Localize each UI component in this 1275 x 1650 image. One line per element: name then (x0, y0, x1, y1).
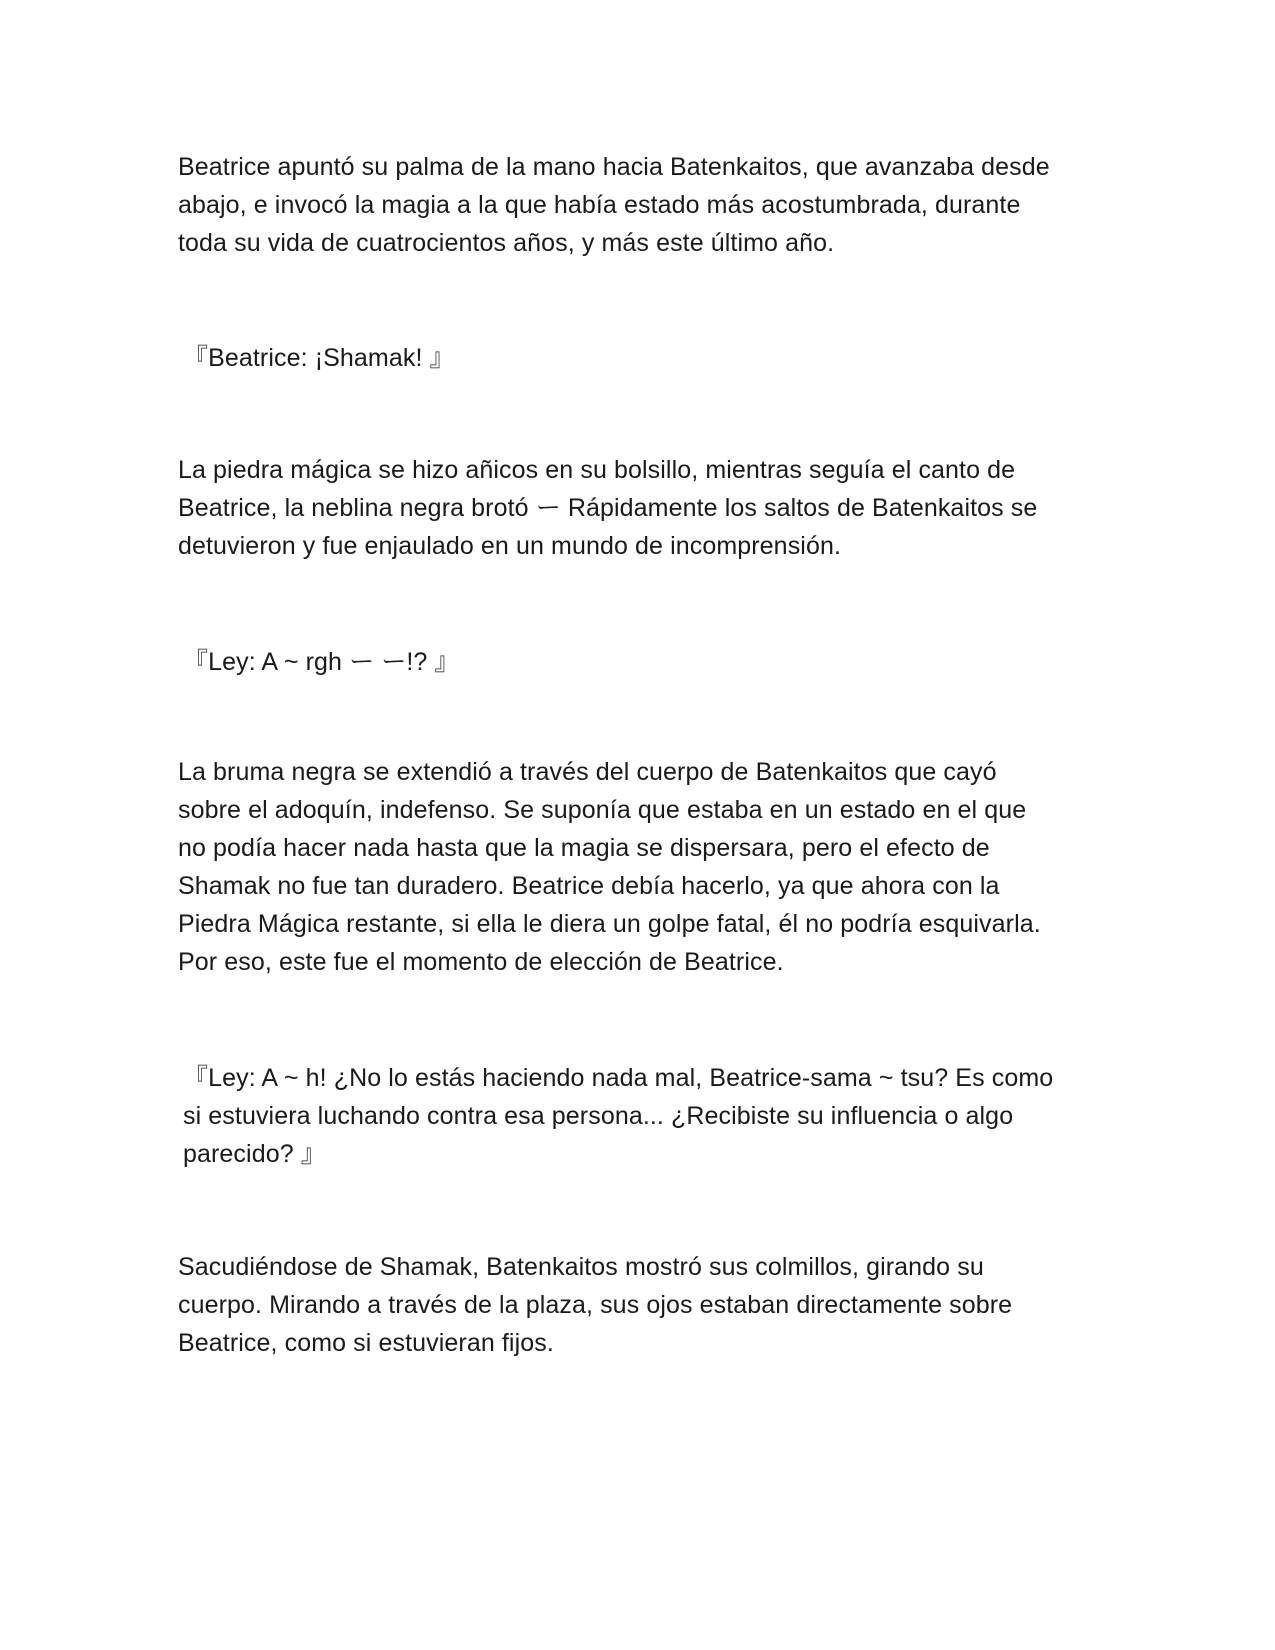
dialogue-line (183, 339, 1123, 377)
narration-paragraph (178, 451, 1118, 565)
text-line: La piedra mágica se hizo añicos en su bolsillo, mientras seguía el canto de (178, 456, 1016, 484)
dialogue-line (183, 643, 1123, 681)
text-line: Shamak no fue tan duradero. Beatrice debía hacerlo, ya que ahora con la (178, 872, 1000, 900)
text-line: Sacudiéndose de Shamak, Batenkaitos mostró sus colmillos, girando su (178, 1253, 984, 1281)
text-line: Piedra Mágica restante, si ella le diera un golpe fatal, él no podría esquivarla. (178, 910, 1041, 938)
text-line: cuerpo. Mirando a través de la plaza, sus ojos estaban directamente sobre (178, 1291, 1013, 1319)
text-line: abajo, e invocó la magia a la que había estado más acostumbrada, durante (178, 191, 1021, 219)
text-line: La bruma negra se extendió a través del cuerpo de Batenkaitos que cayó (178, 758, 997, 786)
narration-paragraph (178, 753, 1118, 981)
text-line: 『Ley: A ~ h! ¿No lo estás haciendo nada mal, Beatrice-sama ~ tsu? Es como (183, 1064, 1054, 1092)
text-line: Por eso, este fue el momento de elección de Beatrice. (178, 948, 784, 976)
text-line: Beatrice apuntó su palma de la mano hacia Batenkaitos, que avanzaba desde (178, 153, 1050, 181)
text-line: parecido? 』 (183, 1140, 326, 1168)
text-line: no podía hacer nada hasta que la magia se dispersara, pero el efecto de (178, 834, 990, 862)
text-line: detuvieron y fue enjaulado en un mundo de incomprensión. (178, 532, 841, 560)
text-line: 『Ley: A ~ rgh ー ー!? 』 (183, 648, 460, 676)
narration-paragraph (178, 148, 1118, 262)
text-line: 『Beatrice: ¡Shamak! 』 (183, 344, 455, 372)
text-line: sobre el adoquín, indefenso. Se suponía que estaba en un estado en el que (178, 796, 1027, 824)
dialogue-paragraph (183, 1059, 1123, 1173)
text-line: si estuviera luchando contra esa persona... ¿Recibiste su influencia o algo (183, 1102, 1014, 1130)
text-line: toda su vida de cuatrocientos años, y más este último año. (178, 229, 835, 257)
narration-paragraph (178, 1248, 1118, 1362)
text-line: Beatrice, la neblina negra brotó ー Rápidamente los saltos de Batenkaitos se (178, 494, 1038, 522)
text-line: Beatrice, como si estuvieran fijos. (178, 1329, 554, 1357)
